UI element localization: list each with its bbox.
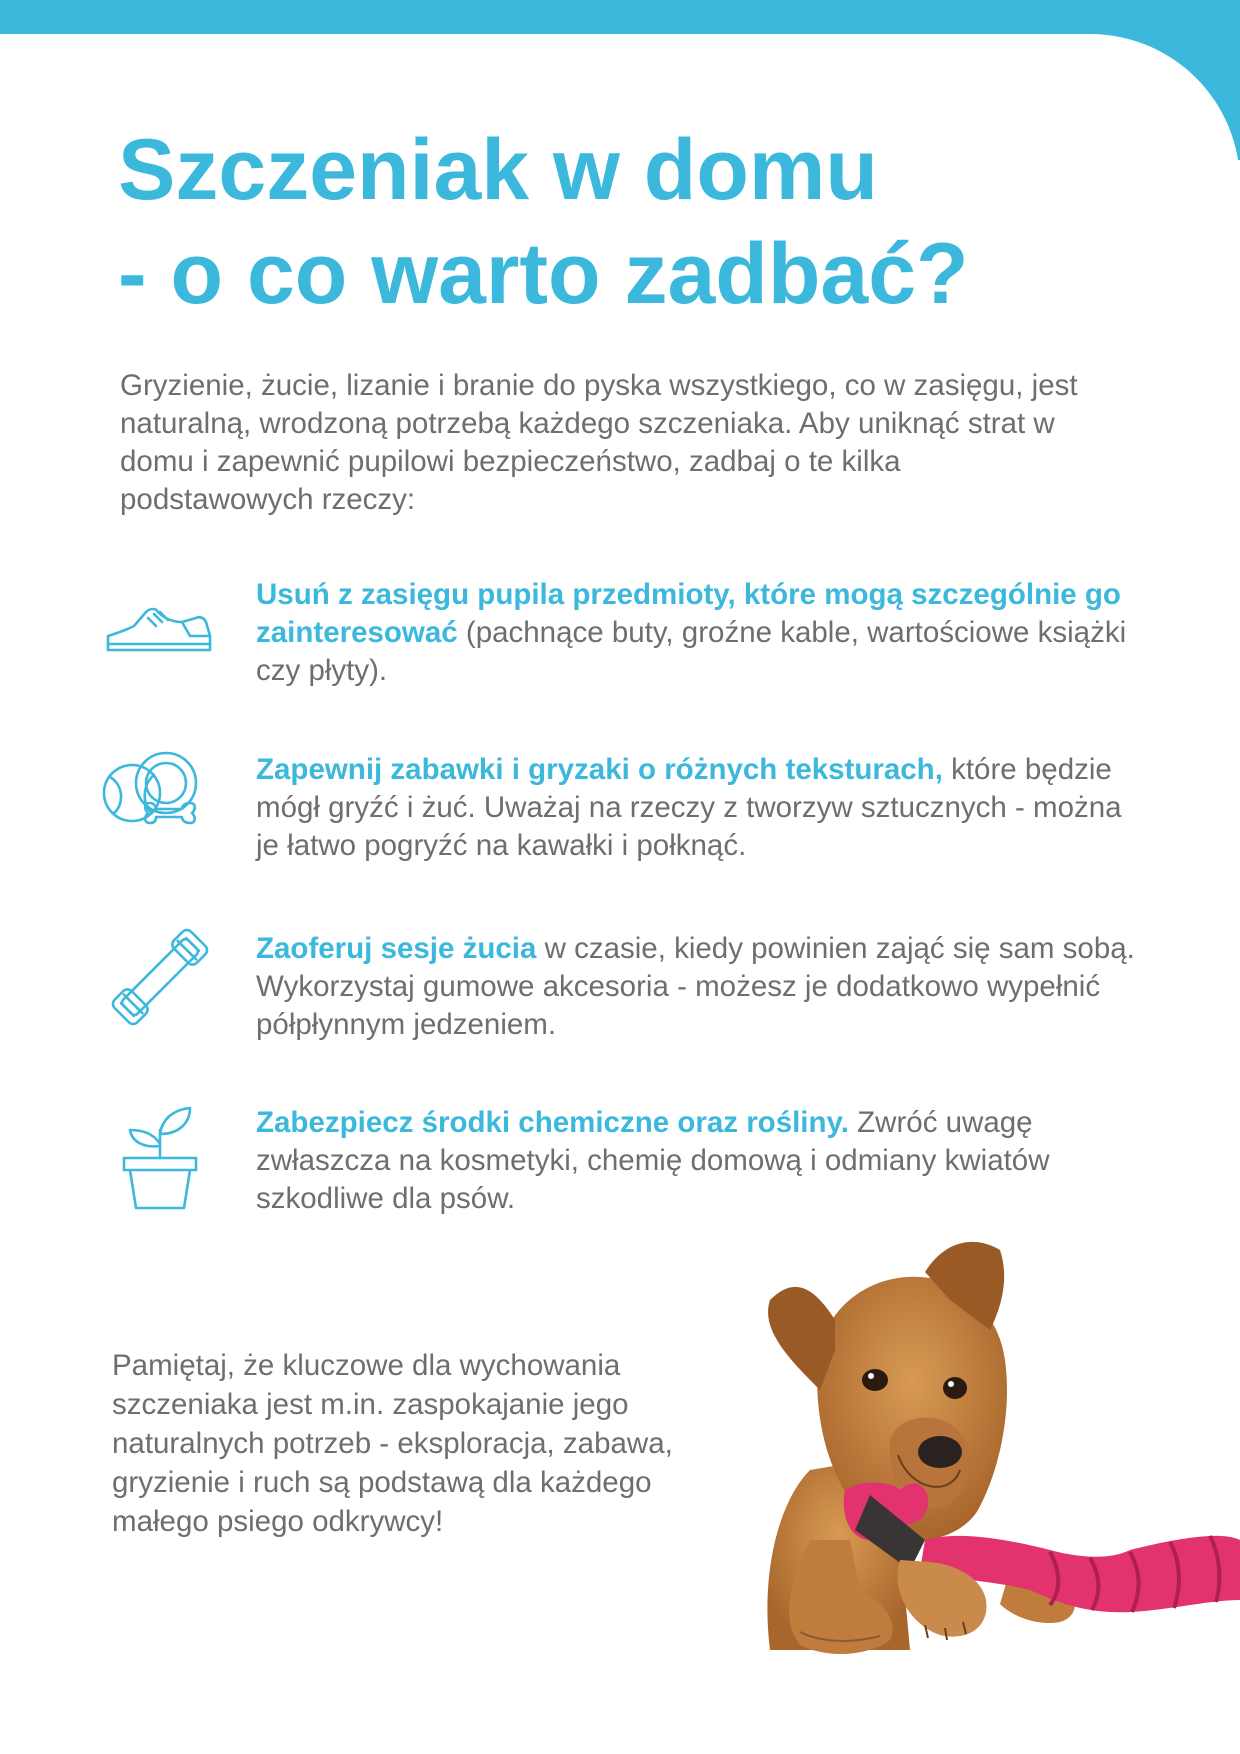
tip-body: w czasie, kiedy powinien zająć się sam sobą. Wykorzystaj gumowe akcesoria - możesz je dodatkowo wypełnić półpłynnym jedzeniem. bbox=[256, 932, 1135, 1041]
tip-body: (pachnące buty, groźne kable, wartościowe książki czy płyty). bbox=[256, 616, 1127, 687]
tip-highlight: Zabezpiecz środki chemiczne oraz rośliny. bbox=[256, 1106, 849, 1139]
tip-text bbox=[256, 576, 1136, 690]
tip-body: które będzie mógł gryźć i żuć. Uważaj na rzeczy z tworzyw sztucznych - można je łatwo pogryźć na kawałki i połknąć. bbox=[256, 753, 1122, 862]
ball-bone-icon bbox=[100, 747, 220, 837]
tip-highlight: Usuń z zasięgu pupila przedmioty, które mogą szczególnie go zainteresować bbox=[256, 578, 1121, 649]
tip-text bbox=[256, 1104, 1136, 1218]
tip-text bbox=[256, 751, 1136, 865]
intro-paragraph: Gryzienie, żucie, lizanie i branie do pyska wszystkiego, co w zasięgu, jest naturalną, wrodzoną potrzebą każdego szczeniaka. Aby uniknąć strat w domu i zapewnić pupilowi bezpieczeństwo, zadbaj o te kilka podstawowych rzeczy: bbox=[120, 369, 1078, 516]
puppy-photo bbox=[750, 1240, 1240, 1660]
potted-plant-icon bbox=[100, 1104, 220, 1208]
tip-body: Zwróć uwagę zwłaszcza na kosmetyki, chemię domową i odmiany kwiatów szkodliwe dla psów. bbox=[256, 1106, 1050, 1215]
page-title bbox=[118, 118, 1168, 326]
page-title-line-2: - o co warto zadbać? bbox=[118, 226, 969, 322]
page-title-line-1: Szczeniak w domu bbox=[118, 122, 878, 218]
tip-highlight: Zaoferuj sesje żucia bbox=[256, 932, 537, 965]
tip-text bbox=[256, 930, 1136, 1044]
tip-highlight: Zapewnij zabawki i gryzaki o różnych teksturach, bbox=[256, 753, 943, 786]
closing-paragraph: Pamiętaj, że kluczowe dla wychowania szczeniaka jest m.in. zaspokajanie jego naturalnych potrzeb - eksploracja, zabawa, gryzienie i ruch są podstawą dla każdego małego psiego odkrywcy! bbox=[112, 1349, 673, 1538]
shoe-icon bbox=[100, 596, 220, 666]
chew-toy-icon bbox=[100, 930, 220, 1024]
